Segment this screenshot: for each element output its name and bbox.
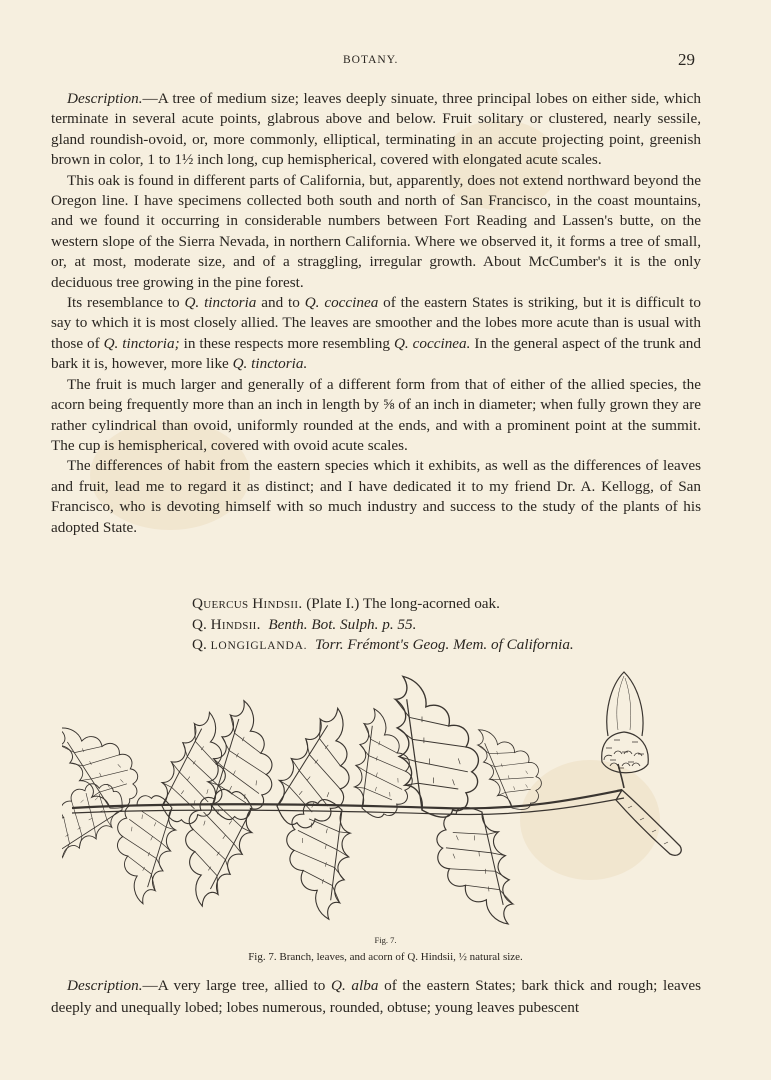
genus-abbr: Q. [192, 615, 207, 633]
synonym-line-1 [192, 594, 692, 615]
species-name: LONGIGLANDA. [210, 640, 308, 652]
italic-text: Q. coccinea. [393, 334, 471, 352]
text-run: —A tree of medium size; leaves deeply sinuate, three principal lobes on either side, which terminate in several acute points, glabrous above and below. Fruit solitary or clustered, nearly sessile, gland roundish-ovoid, or, more commonly, elliptical, terminating in an accute projecting point, greenish brown in color, 1 to 1½ inch long, cup hemispherical, covered with elongated acute scales. [51, 90, 701, 169]
figure-caption: Fig. 7. Branch, leaves, and acorn of Q. Hindsii, ½ natural size. [248, 951, 523, 963]
running-head: BOTANY. [343, 54, 399, 66]
text-run: of the eastern States is striking, but it is difficult to say to which it is most closely allied. The leaves are smoother and the lobes more acute than is usual with those of [51, 294, 701, 352]
synonym-reference: Benth. Bot. Sulph. p. 55. [268, 615, 417, 633]
text-run: This oak is found in different parts of California, but, apparently, does not extend northward beyond the Oregon line. I have specimens collected both south and north of San Francisco, in the coast mountains, and we found it occurring in considerable numbers between Fort Reading and Lassen's butte, on the western slope of the Sierra Nevada, in northern California. Where we observed it, it forms a tree of small, or, at most, moderate size, and of a straggling, irregular growth. About McCumber's it is the only deciduous tree growing in the pine forest. [51, 171, 701, 291]
text-run: —A very large tree, allied to [142, 977, 331, 994]
text-run: The differences of habit from the eastern species which it exhibits, as well as the differences of leaves and fruit, lead me to regard it as distinct; and I have dedicated it to my friend Dr. A. Kellogg, of San Francisco, who is devoting himself with so much industry and success to the study of the plants of his adopted State. [51, 457, 701, 536]
paragraph [51, 293, 701, 375]
text-run: and to [256, 294, 305, 312]
acorn [602, 672, 649, 788]
text-run: in these respects more resembling [179, 334, 394, 352]
genus-name: Quercus [192, 595, 249, 612]
oak-leaf [322, 706, 428, 826]
species-name: Hindsii. [210, 615, 261, 633]
oak-branch-drawing [62, 668, 702, 930]
italic-text: Q. tinctoria. [232, 355, 308, 373]
oak-leaf [182, 699, 287, 828]
text-run: In the general aspect of the trunk and bark it is, however, more like [51, 334, 701, 373]
page-header [0, 50, 771, 74]
synonym-note: (Plate I.) The long-acorned oak. [302, 595, 500, 612]
synonym-line-2 [192, 615, 692, 636]
paragraph [51, 171, 701, 293]
description-paragraph [51, 975, 701, 1019]
italic-text: Q. coccinea [304, 294, 379, 312]
paragraph [51, 89, 701, 171]
italic-text: Description. [67, 977, 143, 994]
italic-text: Q. tinctoria [184, 294, 257, 312]
body-text [51, 89, 701, 538]
oak-branch-illustration [62, 668, 702, 930]
page-number: 29 [678, 50, 695, 69]
synonym-reference: Torr. Frémont's Geog. Mem. of California. [314, 636, 574, 653]
italic-text: Q. tinctoria; [103, 334, 180, 352]
text-run: of the eastern States; bark thick and rough; leaves deeply and unequally lobed; lobes numerous, rounded, obtuse; young leaves pubescent [51, 977, 702, 1016]
italic-text: Q. alba [331, 977, 379, 994]
italic-text: Description. [67, 90, 143, 107]
text-run: Its resemblance to [67, 294, 185, 312]
figure-label: Fig. 7. [374, 935, 397, 945]
oak-leaf [269, 790, 386, 922]
paragraph [51, 456, 701, 538]
synonym-block [192, 594, 692, 657]
paragraph [51, 375, 701, 457]
oak-leaf [62, 724, 150, 814]
genus-abbr: Q. [192, 636, 207, 653]
synonym-line-3 [192, 635, 692, 657]
text-run: The fruit is much larger and generally of a different form from that of either of the allied species, the acorn being frequently more than an inch in length by ⅝ of an inch in diameter; when fully grown they are rather cylindrical than ovoid, uniformly rounded at the ends, and with a prominent point at the summit. The cup is hemispherical, covered with ovoid acute scales. [51, 375, 701, 454]
species-name: Hindsii. [252, 595, 303, 612]
